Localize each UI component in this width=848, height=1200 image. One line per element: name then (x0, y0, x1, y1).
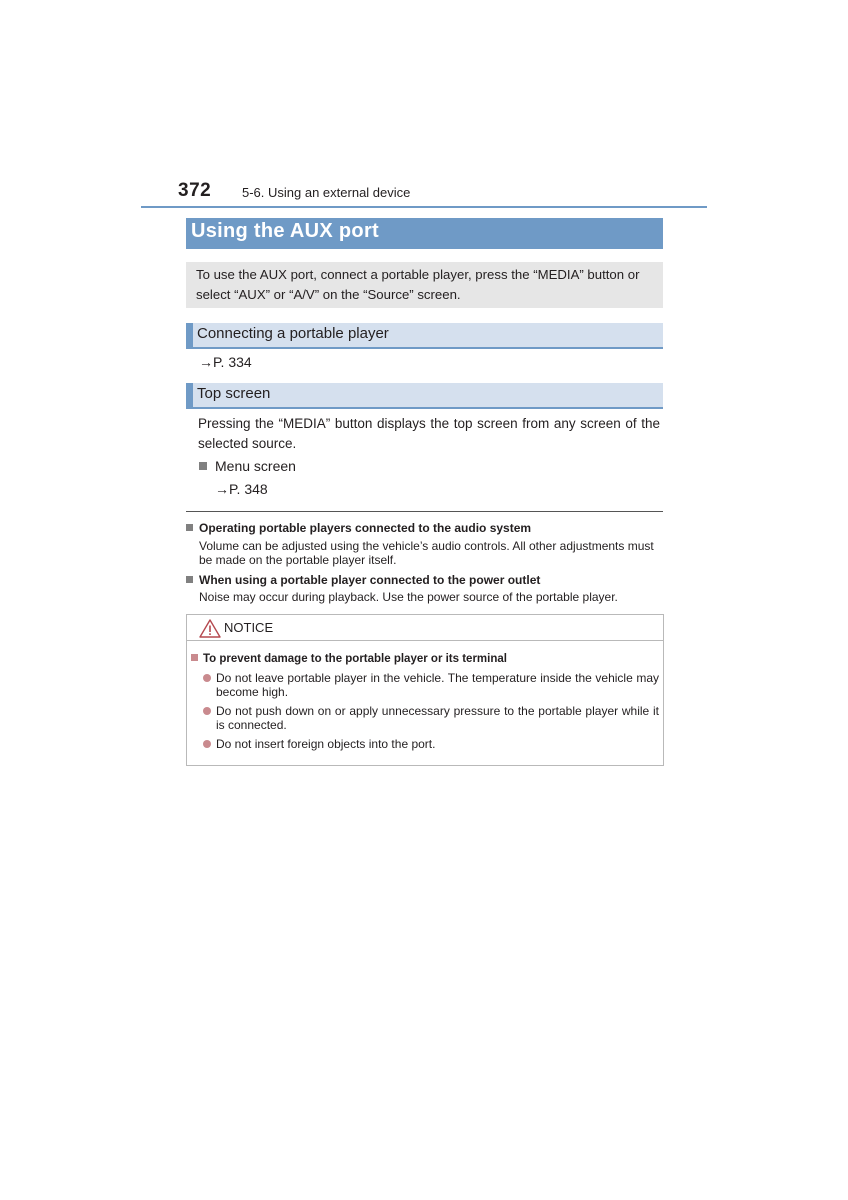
warning-triangle-icon (199, 619, 221, 638)
section-heading-top-screen (186, 383, 663, 409)
notice-bullet-text: Do not leave portable player in the vehicle. The temperature inside the vehicle may become high. (216, 671, 659, 699)
note-heading-label: Operating portable players connected to the audio system (199, 521, 532, 535)
page-reference-link[interactable]: →P. 348 (215, 481, 268, 497)
intro-box (186, 262, 663, 308)
square-bullet-icon (186, 576, 193, 583)
notice-bullet-item (203, 737, 659, 751)
round-bullet-icon (203, 740, 211, 748)
section-heading-connecting (186, 323, 663, 349)
notice-bullet-item (203, 671, 659, 699)
note-heading (186, 521, 531, 535)
round-bullet-icon (203, 674, 211, 682)
square-bullet-icon (191, 654, 198, 661)
section-heading-label: Top screen (197, 385, 271, 402)
notice-box (186, 614, 664, 766)
notice-header (187, 615, 663, 641)
note-text: Noise may occur during playback. Use the power source of the portable player. (199, 590, 618, 604)
subheading-menu-screen (199, 458, 296, 474)
square-bullet-icon (199, 462, 207, 470)
round-bullet-icon (203, 707, 211, 715)
top-screen-description: Pressing the “MEDIA” button displays the top screen from any screen of the selected source. (198, 416, 660, 451)
notice-bullet-item (203, 704, 659, 732)
breadcrumb: 5-6. Using an external device (242, 185, 411, 200)
intro-text: To use the AUX port, connect a portable player, press the “MEDIA” button or select “AUX” or “A/V” on the “Source” screen. (196, 267, 640, 302)
header-divider (141, 206, 707, 208)
subheading-label: Menu screen (215, 458, 296, 474)
section-heading-label: Connecting a portable player (197, 325, 389, 342)
section-accent (186, 383, 193, 409)
page-reference-link[interactable]: →P. 334 (199, 354, 252, 370)
notice-bullet-text: Do not push down on or apply unnecessary pressure to the portable player while it is connected. (216, 704, 659, 732)
notice-label: NOTICE (224, 620, 274, 635)
page-title: Using the AUX port (191, 220, 379, 242)
page-number: 372 (178, 180, 212, 201)
note-heading-label: When using a portable player connected to the power outlet (199, 573, 541, 587)
notes-divider (186, 511, 663, 512)
note-heading (186, 573, 540, 587)
note-text: Volume can be adjusted using the vehicle’s audio controls. All other adjustments must be made on the portable player itself. (199, 539, 654, 567)
notice-subheading-label: To prevent damage to the portable player or its terminal (203, 653, 507, 665)
notice-subheading (191, 653, 507, 665)
section-accent (186, 323, 193, 349)
square-bullet-icon (186, 524, 193, 531)
page-title-bar (186, 218, 663, 249)
notice-bullet-text: Do not insert foreign objects into the port. (216, 737, 436, 751)
